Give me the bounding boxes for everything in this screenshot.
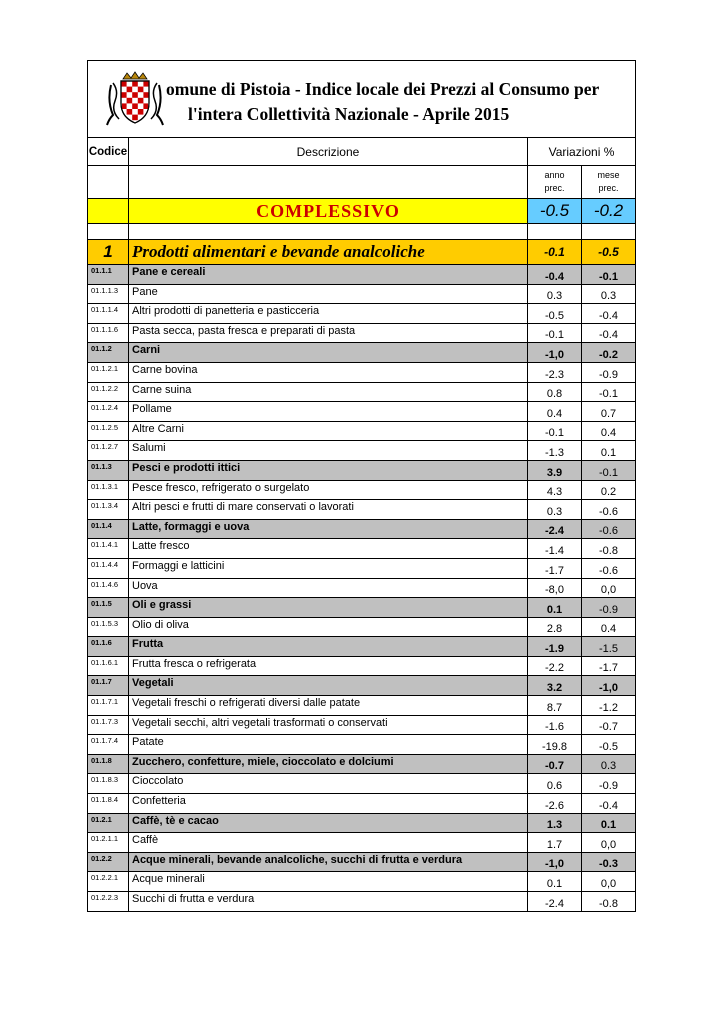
table-row (88, 696, 636, 716)
row-anno-prec: 4.3 (528, 480, 582, 500)
row-description: Vegetali freschi o refrigerati diversi dalle patate (129, 696, 528, 716)
row-description: Uova (129, 578, 528, 598)
row-mese-prec: -0.7 (582, 715, 636, 735)
anno-label: anno (544, 169, 565, 180)
row-code: 01.2.1.1 (88, 833, 129, 853)
row-code: 01.2.2.1 (88, 872, 129, 892)
row-description: Carni (129, 343, 528, 363)
row-code: 01.1.2.4 (88, 402, 129, 422)
row-mese-prec: -0.1 (582, 265, 636, 285)
group-row (88, 598, 636, 618)
total-code (88, 199, 129, 224)
row-description: Latte, formaggi e uova (129, 519, 528, 539)
subheader-row (88, 166, 636, 199)
pistoia-crest-icon (105, 71, 165, 127)
table-row (88, 833, 636, 853)
row-description: Confetteria (129, 794, 528, 814)
row-code: 01.1.1 (88, 265, 129, 285)
row-code: 01.1.2.5 (88, 421, 129, 441)
title-line-1: omune di Pistoia - Indice locale dei Prezzi al Consumo per (166, 79, 600, 99)
row-anno-prec: -0.1 (528, 323, 582, 343)
row-code: 01.1.7.4 (88, 735, 129, 755)
row-code: 01.1.1.3 (88, 284, 129, 304)
prec-label: prec. (544, 182, 565, 193)
row-code: 01.1.2 (88, 343, 129, 363)
group-row (88, 519, 636, 539)
row-code: 01.1.7.1 (88, 696, 129, 716)
table-row (88, 558, 636, 578)
row-anno-prec: -19.8 (528, 735, 582, 755)
row-anno-prec: 0.3 (528, 284, 582, 304)
row-code: 01.1.2.2 (88, 382, 129, 402)
total-label: COMPLESSIVO (129, 199, 528, 224)
total-anno: -0.5 (528, 199, 582, 224)
row-anno-prec: -0.4 (528, 265, 582, 285)
header-variazioni: Variazioni % (528, 138, 636, 166)
row-mese-prec: -1.7 (582, 656, 636, 676)
row-description: Vegetali secchi, altri vegetali trasformati o conservati (129, 715, 528, 735)
row-code: 01.1.4 (88, 519, 129, 539)
group-row (88, 265, 636, 285)
header-row (88, 138, 636, 166)
row-anno-prec: -2.3 (528, 362, 582, 382)
row-code: 01.1.1.4 (88, 304, 129, 324)
row-code: 01.1.4.6 (88, 578, 129, 598)
prec-label: prec. (598, 182, 619, 193)
row-anno-prec: -1.9 (528, 637, 582, 657)
subheader-mese (582, 166, 636, 199)
table-row (88, 382, 636, 402)
row-anno-prec: -1.6 (528, 715, 582, 735)
subheader-anno (528, 166, 582, 199)
row-anno-prec: -0.1 (528, 421, 582, 441)
row-code: 01.1.1.6 (88, 323, 129, 343)
row-anno-prec: -1.7 (528, 558, 582, 578)
row-description: Frutta fresca o refrigerata (129, 656, 528, 676)
group-row (88, 852, 636, 872)
row-code: 01.2.2.3 (88, 892, 129, 912)
price-index-table (87, 137, 636, 912)
row-anno-prec: 3.9 (528, 460, 582, 480)
group-row (88, 813, 636, 833)
row-mese-prec: -0.3 (582, 852, 636, 872)
row-description: Salumi (129, 441, 528, 461)
row-description: Altri pesci e frutti di mare conservati o lavorati (129, 500, 528, 520)
row-code: 01.2.2 (88, 852, 129, 872)
row-description: Pesce fresco, refrigerato o surgelato (129, 480, 528, 500)
group-row (88, 343, 636, 363)
row-mese-prec: -0.8 (582, 892, 636, 912)
table-row (88, 872, 636, 892)
row-anno-prec: 0.1 (528, 872, 582, 892)
row-mese-prec: 0.4 (582, 617, 636, 637)
row-code: 01.1.5.3 (88, 617, 129, 637)
row-anno-prec: -2.6 (528, 794, 582, 814)
row-mese-prec: -1.5 (582, 637, 636, 657)
table-row (88, 480, 636, 500)
row-description: Vegetali (129, 676, 528, 696)
row-description: Olio di oliva (129, 617, 528, 637)
row-description: Cioccolato (129, 774, 528, 794)
row-anno-prec: 0.6 (528, 774, 582, 794)
row-mese-prec: -0.9 (582, 362, 636, 382)
table-row (88, 441, 636, 461)
row-description: Formaggi e latticini (129, 558, 528, 578)
row-anno-prec: -2.4 (528, 892, 582, 912)
row-code: 01.1.4.1 (88, 539, 129, 559)
group-row (88, 676, 636, 696)
row-mese-prec: -0.4 (582, 794, 636, 814)
row-mese-prec: -0.6 (582, 558, 636, 578)
row-description: Pane (129, 284, 528, 304)
row-code: 01.1.6.1 (88, 656, 129, 676)
row-anno-prec: 3.2 (528, 676, 582, 696)
row-code: 01.1.3.1 (88, 480, 129, 500)
table-row (88, 892, 636, 912)
title-line-2: l'intera Collettività Nazionale - Aprile 2015 (188, 104, 510, 124)
row-description: Carne suina (129, 382, 528, 402)
row-description: Altri prodotti di panetteria e pasticceria (129, 304, 528, 324)
row-anno-prec: -0.7 (528, 754, 582, 774)
row-anno-prec: -2.2 (528, 656, 582, 676)
row-mese-prec: 0.2 (582, 480, 636, 500)
row-anno-prec: 1.3 (528, 813, 582, 833)
row-description: Latte fresco (129, 539, 528, 559)
row-mese-prec: 0.7 (582, 402, 636, 422)
row-description: Acque minerali (129, 872, 528, 892)
page-title (166, 77, 599, 127)
row-code: 01.1.7.3 (88, 715, 129, 735)
division-anno: -0.1 (528, 240, 582, 265)
total-row (88, 199, 636, 224)
title-box (87, 60, 636, 137)
row-code: 01.1.4.4 (88, 558, 129, 578)
table-row (88, 774, 636, 794)
row-anno-prec: 2.8 (528, 617, 582, 637)
row-code: 01.1.8.4 (88, 794, 129, 814)
group-row (88, 460, 636, 480)
row-description: Pesci e prodotti ittici (129, 460, 528, 480)
row-description: Zucchero, confetture, miele, cioccolato e dolciumi (129, 754, 528, 774)
subheader-blank (88, 166, 129, 199)
separator-row (88, 224, 636, 240)
table-row (88, 421, 636, 441)
table-row (88, 539, 636, 559)
table-row (88, 500, 636, 520)
row-anno-prec: -1.4 (528, 539, 582, 559)
row-description: Oli e grassi (129, 598, 528, 618)
row-mese-prec: -0.1 (582, 382, 636, 402)
row-mese-prec: -1.2 (582, 696, 636, 716)
row-mese-prec: -0.6 (582, 500, 636, 520)
row-anno-prec: -1.3 (528, 441, 582, 461)
row-description: Caffè (129, 833, 528, 853)
row-code: 01.2.1 (88, 813, 129, 833)
row-description: Acque minerali, bevande analcoliche, succhi di frutta e verdura (129, 852, 528, 872)
row-anno-prec: -2.4 (528, 519, 582, 539)
row-mese-prec: 0.4 (582, 421, 636, 441)
table-row (88, 323, 636, 343)
row-code: 01.1.8.3 (88, 774, 129, 794)
row-description: Caffè, tè e cacao (129, 813, 528, 833)
row-mese-prec: -0.1 (582, 460, 636, 480)
table-row (88, 402, 636, 422)
row-mese-prec: 0,0 (582, 578, 636, 598)
row-description: Altre Carni (129, 421, 528, 441)
row-anno-prec: 0.3 (528, 500, 582, 520)
row-description: Carne bovina (129, 362, 528, 382)
row-code: 01.1.8 (88, 754, 129, 774)
table-row (88, 617, 636, 637)
row-code: 01.1.2.1 (88, 362, 129, 382)
table-row (88, 284, 636, 304)
row-code: 01.1.3 (88, 460, 129, 480)
row-anno-prec: -0.5 (528, 304, 582, 324)
row-anno-prec: 0.1 (528, 598, 582, 618)
subheader-blank (129, 166, 528, 199)
row-mese-prec: 0.3 (582, 284, 636, 304)
division-mese: -0.5 (582, 240, 636, 265)
division-label: Prodotti alimentari e bevande analcoliche (129, 240, 528, 265)
group-row (88, 754, 636, 774)
table-row (88, 304, 636, 324)
row-anno-prec: 0.8 (528, 382, 582, 402)
row-anno-prec: 1.7 (528, 833, 582, 853)
row-anno-prec: 0.4 (528, 402, 582, 422)
table-row (88, 656, 636, 676)
row-mese-prec: -0.9 (582, 598, 636, 618)
row-mese-prec: -1,0 (582, 676, 636, 696)
row-description: Patate (129, 735, 528, 755)
row-mese-prec: -0.9 (582, 774, 636, 794)
row-mese-prec: -0.8 (582, 539, 636, 559)
row-code: 01.1.7 (88, 676, 129, 696)
row-code: 01.1.5 (88, 598, 129, 618)
row-mese-prec: 0.1 (582, 813, 636, 833)
row-mese-prec: 0,0 (582, 872, 636, 892)
table-row (88, 715, 636, 735)
table-row (88, 362, 636, 382)
mese-label: mese (597, 169, 620, 180)
row-description: Pasta secca, pasta fresca e preparati di pasta (129, 323, 528, 343)
price-index-sheet (87, 60, 636, 912)
row-mese-prec: 0.1 (582, 441, 636, 461)
row-code: 01.1.6 (88, 637, 129, 657)
row-mese-prec: -0.2 (582, 343, 636, 363)
row-mese-prec: 0.3 (582, 754, 636, 774)
row-code: 01.1.2.7 (88, 441, 129, 461)
row-anno-prec: -1,0 (528, 343, 582, 363)
division-code: 1 (88, 240, 129, 265)
header-descrizione: Descrizione (129, 138, 528, 166)
row-description: Frutta (129, 637, 528, 657)
header-codice: Codice (88, 138, 129, 166)
row-anno-prec: 8.7 (528, 696, 582, 716)
total-mese: -0.2 (582, 199, 636, 224)
row-mese-prec: -0.6 (582, 519, 636, 539)
row-anno-prec: -8,0 (528, 578, 582, 598)
row-code: 01.1.3.4 (88, 500, 129, 520)
row-description: Succhi di frutta e verdura (129, 892, 528, 912)
row-mese-prec: -0.4 (582, 304, 636, 324)
row-mese-prec: 0,0 (582, 833, 636, 853)
row-description: Pane e cereali (129, 265, 528, 285)
row-anno-prec: -1,0 (528, 852, 582, 872)
table-row (88, 735, 636, 755)
table-row (88, 794, 636, 814)
row-mese-prec: -0.4 (582, 323, 636, 343)
group-row (88, 637, 636, 657)
division-row (88, 240, 636, 265)
table-row (88, 578, 636, 598)
row-mese-prec: -0.5 (582, 735, 636, 755)
row-description: Pollame (129, 402, 528, 422)
